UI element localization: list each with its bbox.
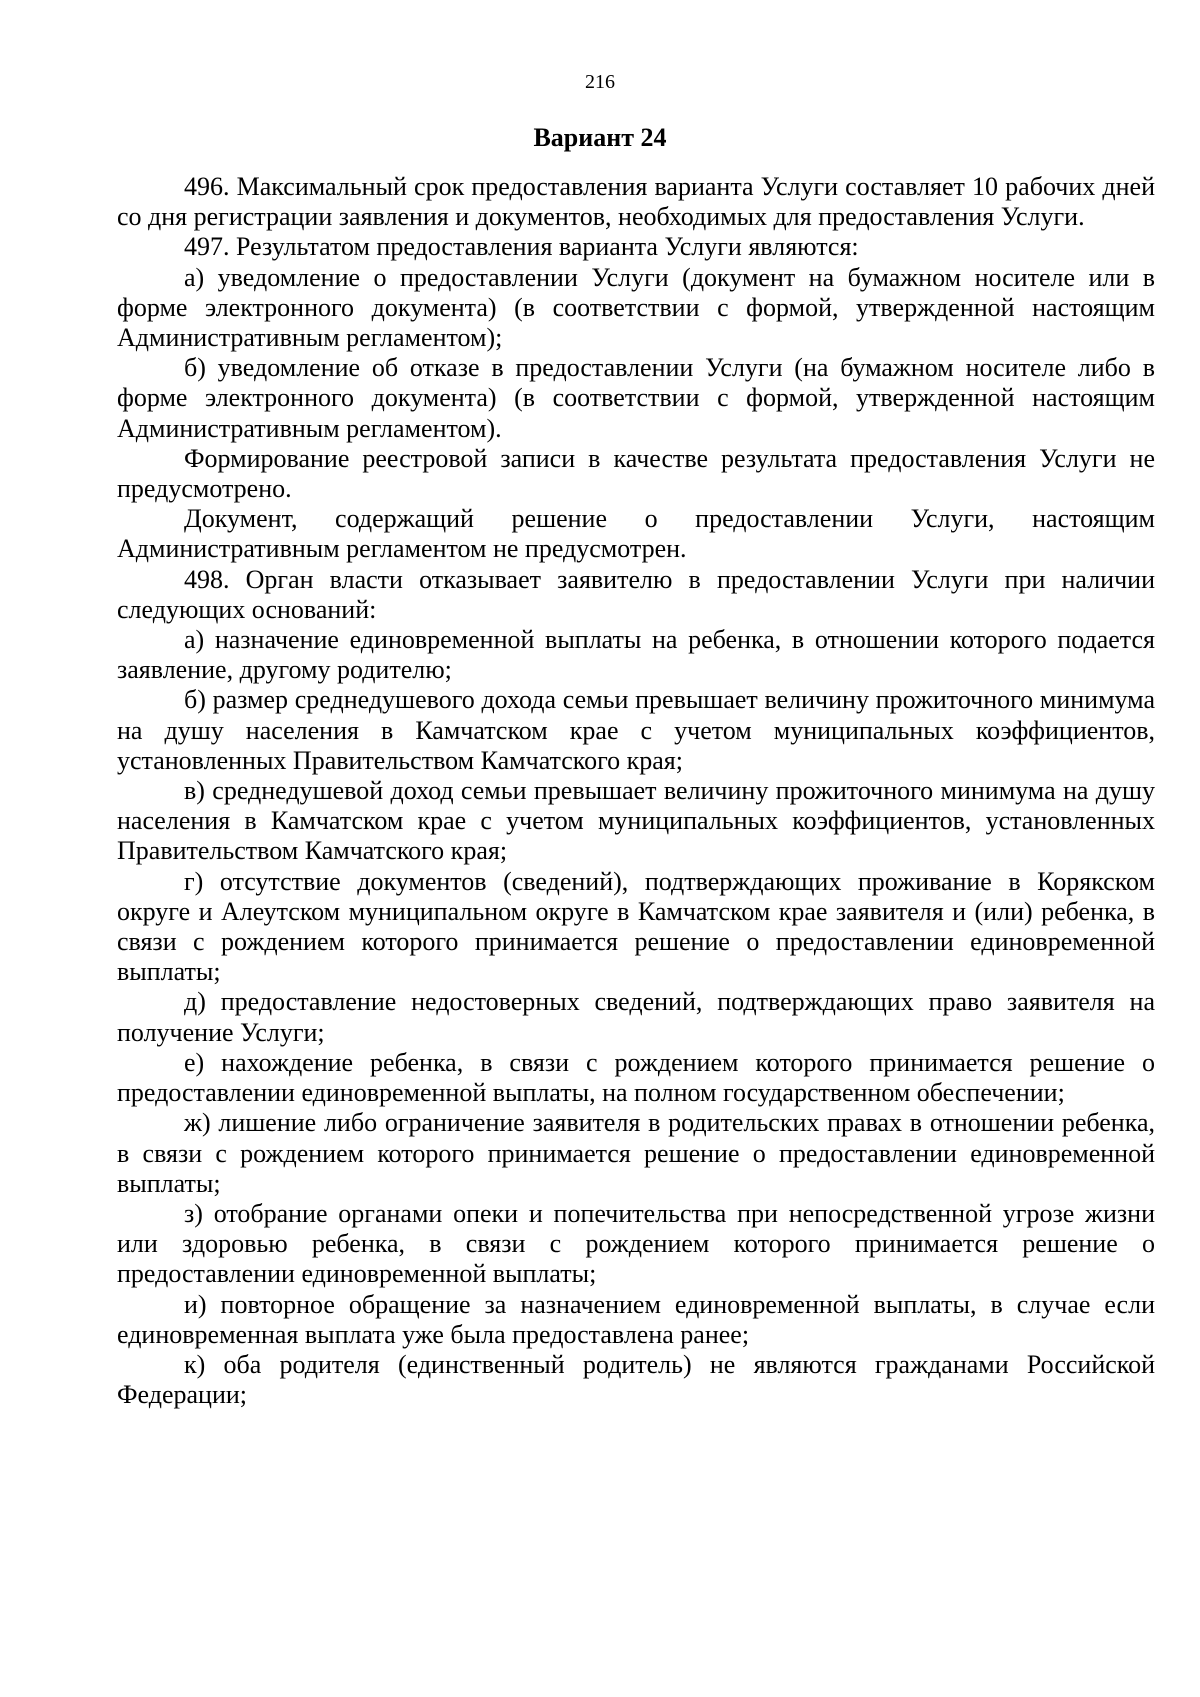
paragraph-498-e: е) нахождение ребенка, в связи с рождением которого принимается решение о предоставлении единовременной выплаты, на полном государственном обеспечении;: [117, 1047, 1155, 1108]
paragraph-498-z: з) отобрание органами опеки и попечительства при непосредственной угрозе жизни или здоровью ребенка, в связи с рождением которого принимается решение о предоставлении единовременной выплаты;: [117, 1198, 1155, 1289]
paragraph-document-note: Документ, содержащий решение о предоставлении Услуги, настоящим Административным регламентом не предусмотрен.: [117, 504, 1155, 564]
paragraph-498-b: б) размер среднедушевого дохода семьи превышает величину прожиточного минимума на душу населения в Камчатском крае с учетом муниципальных коэффициентов, установленных Правительством Камчатского края;: [117, 685, 1155, 775]
paragraph-498: 498. Орган власти отказывает заявителю в предоставлении Услуги при наличии следующих оснований:: [117, 564, 1155, 624]
paragraph-498-k: к) оба родителя (единственный родитель) не являются гражданами Российской Федерации;: [117, 1349, 1155, 1410]
paragraph-498-i: и) повторное обращение за назначением единовременной выплаты, в случае если единовременная выплата уже была предоставлена ранее;: [117, 1289, 1155, 1349]
paragraph-498-g: г) отсутствие документов (сведений), подтверждающих проживание в Корякском округе и Алеутском муниципальном округе в Камчатском крае заявителя и (или) ребенка, в связи с рождением которого принимается решение о предоставлении единовременной выплаты;: [117, 866, 1155, 987]
paragraph-496: 496. Максимальный срок предоставления варианта Услуги составляет 10 рабочих дней со дня регистрации заявления и документов, необходимых для предоставления Услуги.: [117, 172, 1155, 232]
page-number: 216: [585, 71, 615, 93]
paragraph-497-b: б) уведомление об отказе в предоставлении Услуги (на бумажном носителе либо в форме электронного документа) (в соответствии с формой, утвержденной настоящим Административным регламентом).: [117, 353, 1155, 443]
paragraph-497: 497. Результатом предоставления варианта Услуги являются:: [184, 232, 859, 262]
paragraph-497-a: а) уведомление о предоставлении Услуги (документ на бумажном носителе или в форме электронного документа) (в соответствии с формой, утвержденной настоящим Административным регламентом);: [117, 262, 1155, 353]
section-heading: Вариант 24: [533, 123, 667, 152]
paragraph-498-zh: ж) лишение либо ограничение заявителя в родительских правах в отношении ребенка, в связи с рождением которого принимается решение о предоставлении единовременной выплаты;: [117, 1108, 1155, 1198]
paragraph-498-d: д) предоставление недостоверных сведений, подтверждающих право заявителя на получение Услуги;: [117, 987, 1155, 1047]
paragraph-registry-note: Формирование реестровой записи в качестве результата предоставления Услуги не предусмотрено.: [117, 443, 1155, 504]
paragraph-498-v: в) среднедушевой доход семьи превышает величину прожиточного минимума на душу населения в Камчатском крае с учетом муниципальных коэффициентов, установленных Правительством Камчатского края;: [117, 776, 1155, 866]
document-body: [117, 172, 1155, 1410]
paragraph-498-a: а) назначение единовременной выплаты на ребенка, в отношении которого подается заявление, другому родителю;: [117, 625, 1155, 685]
